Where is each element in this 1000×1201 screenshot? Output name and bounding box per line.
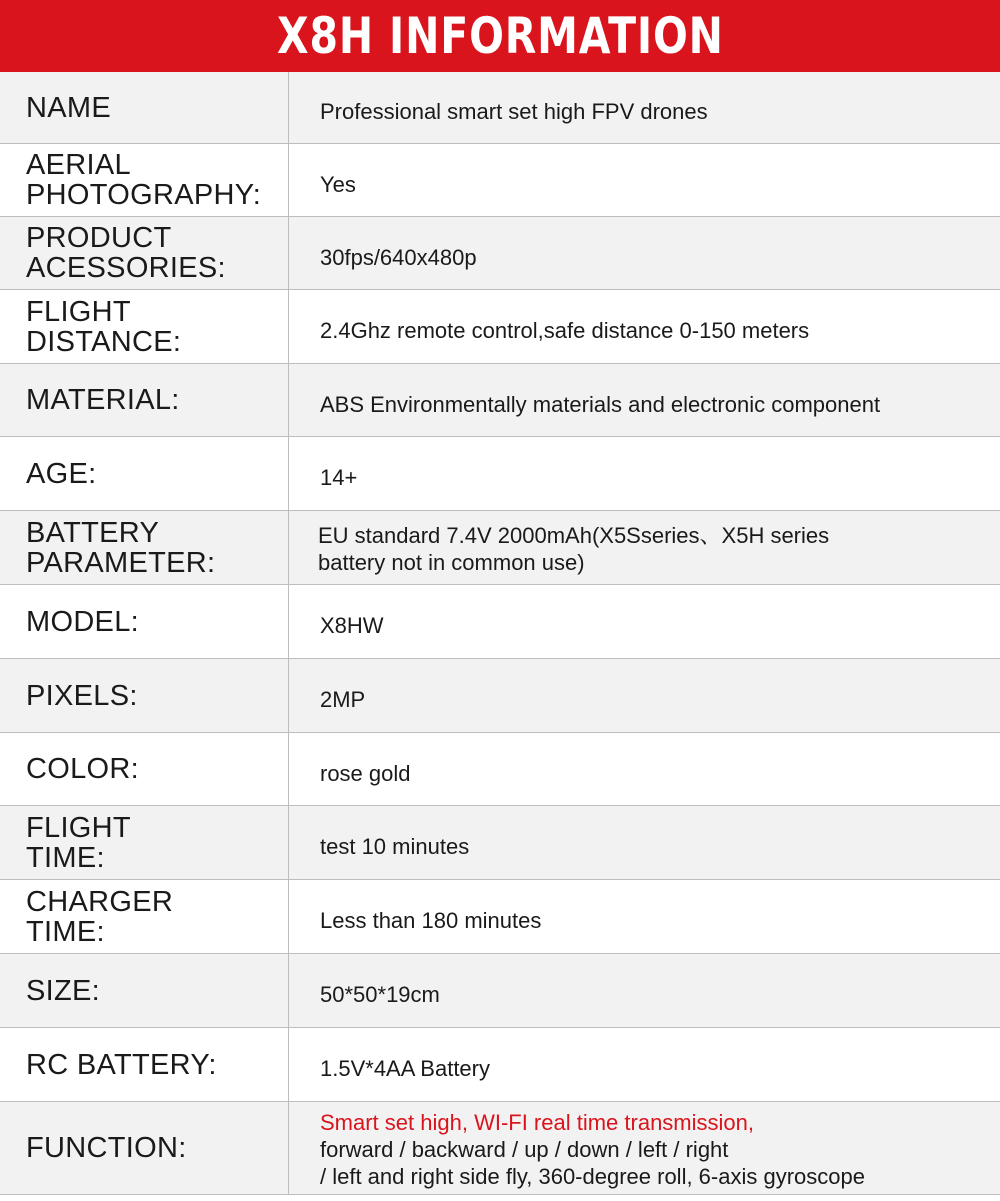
spec-label: COLOR: — [26, 753, 139, 785]
spec-value: 14+ — [320, 465, 358, 490]
spec-row-function — [0, 1102, 1000, 1195]
spec-label: FLIGHT DISTANCE: — [26, 295, 182, 358]
page-title: X8H INFORMATION — [276, 7, 724, 65]
spec-value: 50*50*19cm — [320, 982, 440, 1007]
spec-row-size — [0, 954, 1000, 1028]
column-divider — [288, 217, 289, 289]
spec-row-age — [0, 437, 1000, 511]
spec-row-aerial-photography — [0, 144, 1000, 217]
spec-value: Professional smart set high FPV drones — [320, 99, 708, 124]
spec-row-name — [0, 72, 1000, 144]
spec-value: Yes — [320, 171, 356, 197]
spec-label: MODEL: — [26, 605, 139, 638]
column-divider — [288, 1102, 289, 1194]
column-divider — [288, 880, 289, 953]
spec-row-charger-time — [0, 880, 1000, 954]
column-divider — [288, 585, 289, 658]
spec-value: X8HW — [320, 613, 384, 638]
column-divider — [288, 364, 289, 436]
spec-value: test 10 minutes — [320, 834, 470, 859]
spec-value: Less than 180 minutes — [320, 908, 542, 933]
spec-label: NAME — [26, 91, 111, 124]
spec-label: FLIGHT TIME: — [26, 811, 131, 874]
column-divider — [288, 733, 289, 805]
spec-label: PRODUCT ACESSORIES: — [26, 222, 226, 284]
spec-row-pixels — [0, 659, 1000, 733]
spec-row-color — [0, 733, 1000, 806]
spec-label: CHARGER TIME: — [26, 885, 174, 948]
header-banner — [0, 0, 1000, 72]
spec-label: MATERIAL: — [26, 384, 180, 416]
spec-row-flight-time — [0, 806, 1000, 880]
spec-value: rose gold — [320, 760, 411, 786]
spec-row-battery-parameter — [0, 511, 1000, 585]
spec-label: RC BATTERY: — [26, 1048, 217, 1081]
column-divider — [288, 806, 289, 879]
spec-row-model — [0, 585, 1000, 659]
column-divider — [288, 511, 289, 584]
spec-label: SIZE: — [26, 974, 101, 1007]
column-divider — [288, 72, 289, 143]
column-divider — [288, 1028, 289, 1101]
spec-row-material — [0, 364, 1000, 437]
spec-value: 2MP — [320, 687, 366, 712]
spec-value: 2.4Ghz remote control,safe distance 0-150 meters — [320, 318, 810, 343]
spec-label: AGE: — [26, 457, 97, 490]
spec-label: PIXELS: — [26, 679, 138, 712]
function-highlight-text: Smart set high, WI-FI real time transmission, — [320, 1109, 754, 1135]
spec-label: FUNCTION: — [26, 1132, 187, 1164]
spec-value: 1.5V*4AA Battery — [320, 1056, 490, 1081]
spec-label: AERIAL PHOTOGRAPHY: — [26, 149, 262, 211]
spec-value: 30fps/640x480p — [320, 244, 477, 270]
spec-row-product-accessories — [0, 217, 1000, 290]
spec-label: BATTERY PARAMETER: — [26, 516, 216, 579]
column-divider — [288, 144, 289, 216]
column-divider — [288, 437, 289, 510]
spec-value: ABS Environmentally materials and electronic component — [320, 391, 881, 417]
spec-row-rc-battery — [0, 1028, 1000, 1102]
column-divider — [288, 290, 289, 363]
column-divider — [288, 659, 289, 732]
spec-row-flight-distance — [0, 290, 1000, 364]
spec-value: Smart set high, WI-FI real time transmission, forward / backward / up / down / left / right / left and right side fly, 360-degree roll, 6-axis gyroscope — [320, 1102, 970, 1194]
spec-value: EU standard 7.4V 2000mAh(X5Sseries、X5H series battery not in common use) — [318, 522, 830, 575]
column-divider — [288, 954, 289, 1027]
